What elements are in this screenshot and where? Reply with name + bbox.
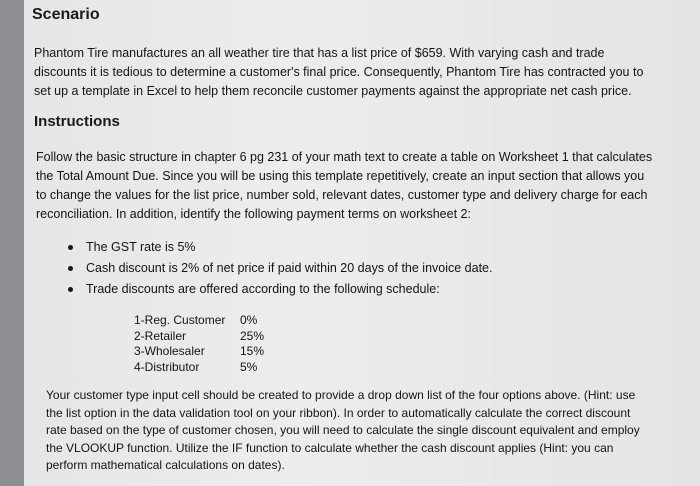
scenario-line: discounts it is tedious to determine a customer's final price. Consequently, Phantom Tire has contracted you to: [34, 65, 644, 79]
trade-discount-schedule: [134, 313, 270, 375]
schedule-row: [134, 329, 270, 345]
schedule-row: [134, 313, 270, 329]
bullet-text: Cash discount is 2% of net price if paid within 20 days of the invoice date.: [86, 261, 493, 275]
instructions-heading: Instructions: [34, 113, 120, 130]
bullet-text: Trade discounts are offered according to the following schedule:: [86, 282, 440, 296]
instructions-line: Follow the basic structure in chapter 6 pg 231 of your math text to create a table on Worksheet 1 that calculates: [36, 150, 653, 164]
schedule-row: [134, 360, 270, 376]
scenario-paragraph: [34, 44, 643, 101]
closing-line: perform mathematical calculations on dates).: [46, 458, 285, 472]
customer-type: 3-Wholesaler: [134, 344, 205, 358]
schedule-row: [134, 344, 270, 360]
instructions-line: reconciliation. In addition, identify the following payment terms on worksheet 2:: [36, 207, 471, 221]
scenario-line: Phantom Tire manufactures an all weather tire that has a list price of $659. With varying cash and trade: [34, 46, 605, 60]
scenario-line: set up a template in Excel to help them reconcile customer payments against the appropriate net cash price.: [34, 84, 632, 98]
bullet-icon: [68, 266, 73, 271]
payment-terms-list: [64, 237, 492, 300]
instructions-line: to change the values for the list price, number sold, relevant dates, customer type and delivery charge for each: [36, 188, 648, 202]
customer-type: 2-Retailer: [134, 328, 187, 343]
closing-line: the list option in the data validation tool on your ribbon). In order to automatically calculate the correct discount: [46, 405, 631, 420]
document-page: [24, 0, 700, 486]
customer-type: 1-Reg. Customer: [134, 313, 226, 327]
discount-rate: 0%: [240, 313, 258, 327]
bullet-icon: [68, 245, 73, 250]
discount-rate: 25%: [240, 328, 265, 343]
discount-rate: 15%: [240, 344, 265, 358]
list-item: [64, 279, 492, 300]
list-item: [64, 258, 492, 279]
closing-paragraph: [46, 387, 640, 475]
closing-line: the VLOOKUP function. Utilize the IF function to calculate whether the cash discount applies (Hint: you can: [46, 440, 614, 455]
instructions-paragraph: [36, 148, 652, 224]
discount-rate: 5%: [240, 359, 258, 374]
bullet-icon: [68, 287, 73, 292]
list-item: [64, 237, 492, 258]
closing-line: rate based on the type of customer chosen, you will need to calculate the single discount equivalent and employ: [46, 423, 640, 437]
instructions-line: the Total Amount Due. Since you will be using this template repetitively, create an input section that allows you: [36, 169, 645, 183]
closing-line: Your customer type input cell should be created to provide a drop down list of the four options above. (Hint: use: [46, 388, 636, 402]
scenario-heading: Scenario: [32, 6, 100, 23]
bullet-text: The GST rate is 5%: [86, 240, 196, 254]
customer-type: 4-Distributor: [134, 359, 200, 374]
